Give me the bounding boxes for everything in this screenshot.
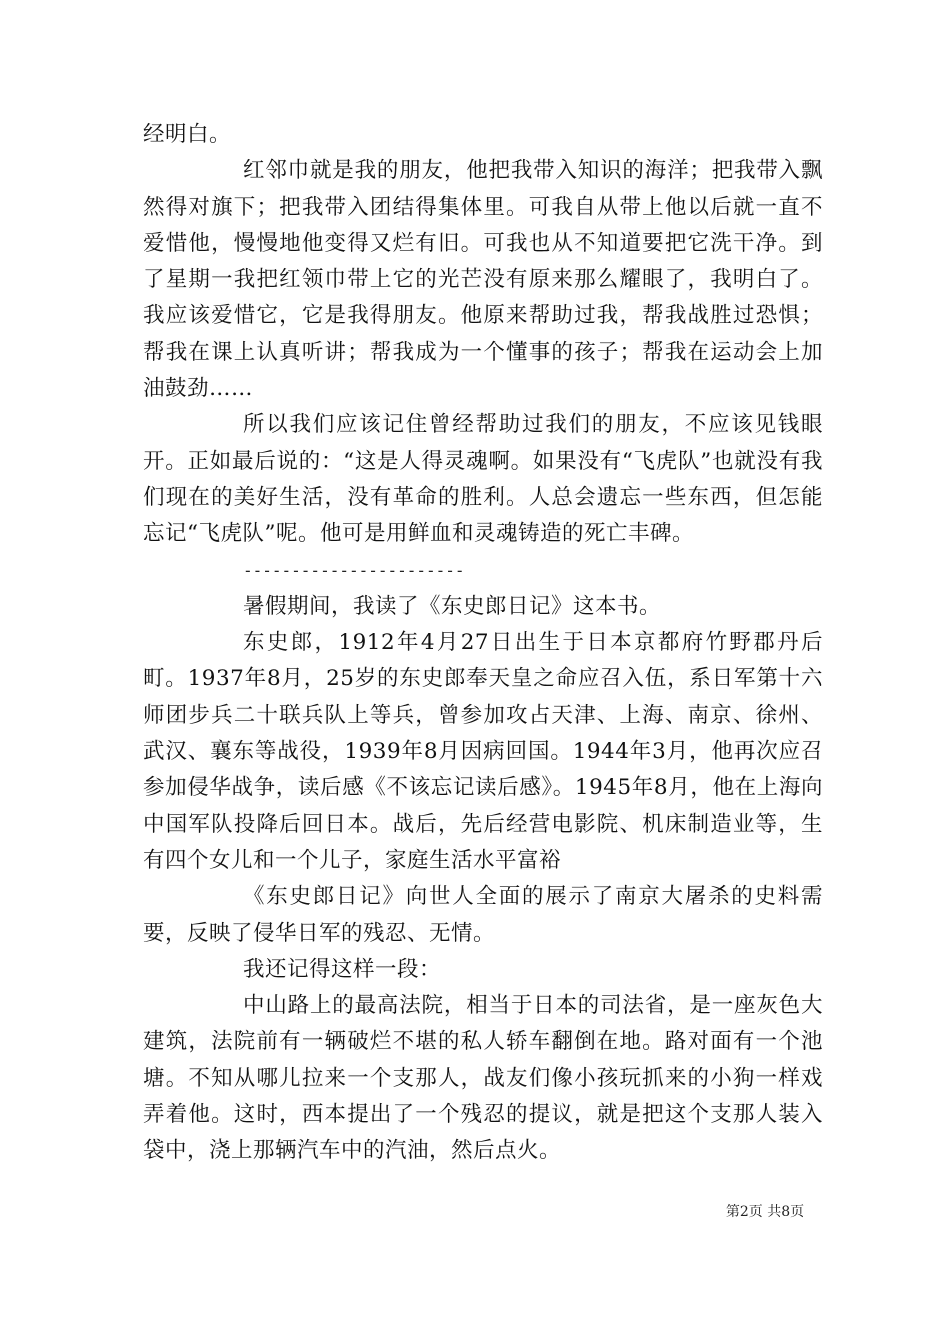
section-divider: ----------------------- [243,560,465,580]
paragraph-excerpt: 中山路上的最高法院，相当于日本的司法省，是一座灰色大建筑，法院前有一辆破烂不堪的私人轿车翻倒在地。路对面有一个池塘。不知从哪儿拉来一个支那人，战友们像小孩玩抓来的小狗一样戏弄着他。这时，西本提出了一个残忍的提议，就是把这个支那人装入袋中，浇上那辆汽车中的汽油，然后点火。 [143,993,823,1164]
paragraph-red-scarf: 红邻巾就是我的朋友，他把我带入知识的海洋；把我带入飘然得对旗下；把我带入团结得集体里。可我自从带上他以后就一直不爱惜他，慢慢地他变得又烂有旧。可我也从不知道要把它洗干净。到了星期一我把红领巾带上它的光芒没有原来那么耀眼了，我明白了。我应该爱惜它，它是我得朋友。他原来帮助过我，帮我战胜过恐惧；帮我在课上认真听讲；帮我成为一个懂事的孩子；帮我在运动会上加油鼓劲…… [143,158,823,402]
paragraph-author-bio: 东史郎，1912年4月27日出生于日本京都府竹野郡丹后町。1937年8月，25岁的东史郎奉天皇之命应召入伍，系日军第十六师团步兵二十联兵队上等兵，曾参加攻占天津、上海、南京、徐州、武汉、襄东等战役，1939年8月因病回国。1944年3月，他再次应召参加侵华战争，读后感《不该忘记读后感》。1945年8月，他在上海向中国军队投降后回日本。战后，先后经营电影院、机床制造业等，生有四个女儿和一个儿子，家庭生活水平富裕 [143,630,823,873]
paragraph-summer-reading: 暑假期间，我读了《东史郎日记》这本书。 [243,593,662,619]
paragraph-flying-tigers: 所以我们应该记住曾经帮助过我们的朋友，不应该见钱眼开。正如最后说的：“这是人得灵魂啊。如果没有“飞虎队”也就没有我们现在的美好生活，没有革命的胜利。人总会遗忘一些东西，但怎能忘记“飞虎队”呢。他可是用鲜血和灵魂铸造的死亡丰碑。 [143,412,823,547]
page-number-footer: 第2页 共8页 [725,1204,805,1220]
paragraph-recollection-intro: 我还记得这样一段： [243,956,442,982]
paragraph-diary-summary: 《东史郎日记》向世人全面的展示了南京大屠杀的史料需要，反映了侵华日军的残忍、无情。 [143,884,823,946]
document-body [143,117,823,1170]
paragraph-continuation: 经明白。 [143,122,232,147]
